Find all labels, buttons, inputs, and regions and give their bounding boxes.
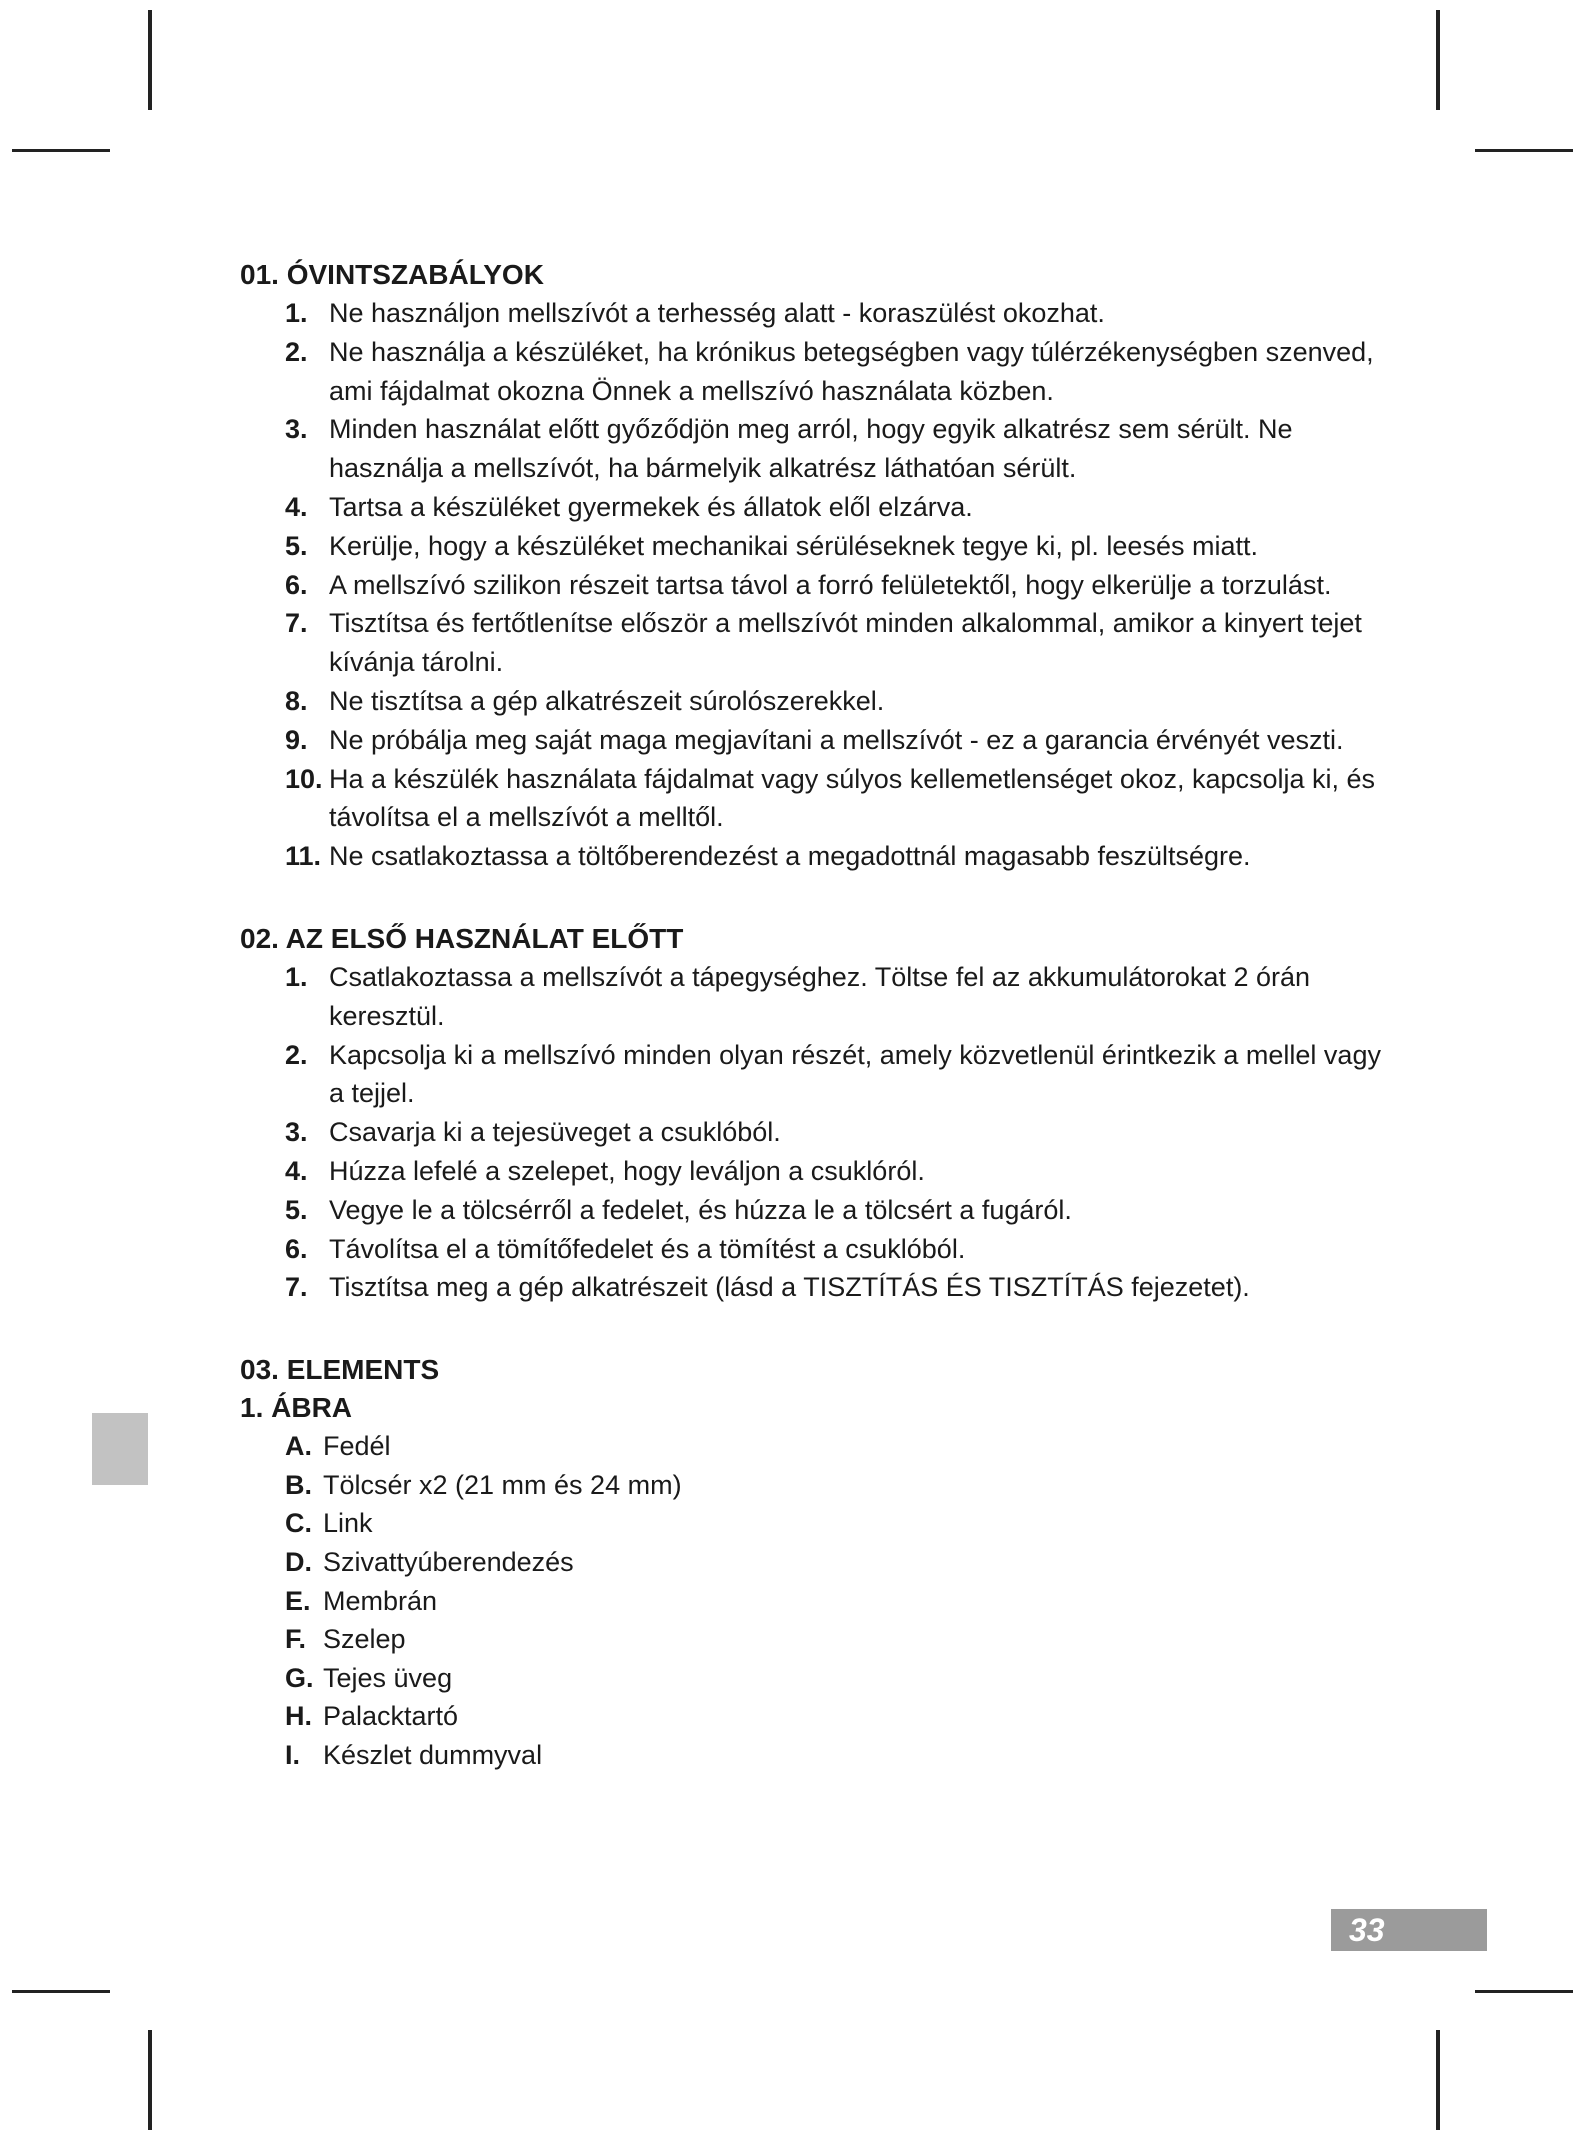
list-item: 5. Vegye le a tölcsérről a fedelet, és húzza le a tölcsért a fugáról. [285, 1194, 1072, 1225]
crop-mark-top-right-h [1475, 149, 1573, 152]
list-item: 7. Tisztítsa és fertőtlenítse először a mellszívót minden alkalommal, amikor a kinyert tejet kívánja tárolni. [285, 608, 1362, 678]
parts-list [240, 1427, 1400, 1774]
list-item: G. Tejes üveg [285, 1662, 453, 1693]
crop-mark-top-left-h [12, 149, 110, 152]
section-title-elements: 03. ELEMENTS [240, 1354, 440, 1386]
list-item: 3. Minden használat előtt győződjön meg arról, hogy egyik alkatrész sem sérült. Ne használja a mellszívót, ha bármelyik alkatrész láthatóan sérült. [285, 414, 1293, 484]
list-item: 8. Ne tisztítsa a gép alkatrészeit súrolószerekkel. [285, 685, 885, 716]
list-item: 10. Ha a készülék használata fájdalmat vagy súlyos kellemetlenséget okoz, kapcsolja ki, és távolítsa el a mellszívót a melltől. [285, 763, 1376, 833]
list-item: 3. Csavarja ki a tejesüveget a csuklóból. [285, 1117, 781, 1148]
list-item: A. Fedél [285, 1431, 391, 1462]
list-item: 4. Tartsa a készüléket gyermekek és állatok elől elzárva. [285, 491, 973, 522]
figure-title: 1. ÁBRA [240, 1392, 353, 1424]
side-thumb-tab [92, 1413, 148, 1485]
crop-mark-bottom-left-h [12, 1990, 110, 1993]
crop-mark-top-left [148, 10, 152, 110]
list-item: 1. Csatlakoztassa a mellszívót a tápegységhez. Töltse fel az akkumulátorokat 2 órán keresztül. [285, 961, 1311, 1031]
crop-mark-bottom-left [148, 2030, 152, 2130]
list-item: E. Membrán [285, 1585, 438, 1616]
list-item: 2. Ne használja a készüléket, ha krónikus betegségben vagy túlérzékenységben szenved, ami fájdalmat okozna Önnek a mellszívó használata közben. [285, 336, 1374, 406]
list-item: 6. Távolítsa el a tömítőfedelet és a tömítést a csuklóból. [285, 1233, 966, 1264]
list-item: C. Link [285, 1508, 373, 1539]
list-item: 4. Húzza lefelé a szelepet, hogy leváljon a csuklóról. [285, 1155, 925, 1186]
list-item: H. Palacktartó [285, 1701, 459, 1732]
list-item: 11. Ne csatlakoztassa a töltőberendezést a megadottnál magasabb feszültségre. [285, 841, 1251, 872]
precautions-list [240, 294, 1400, 876]
list-item: 6. A mellszívó szilikon részeit tartsa távol a forró felületektől, hogy elkerülje a torzulást. [285, 569, 1332, 600]
list-item: 7. Tisztítsa meg a gép alkatrészeit (lásd a TISZTÍTÁS ÉS TISZTÍTÁS fejezetet). [285, 1272, 1250, 1303]
page-number: 33 [1331, 1909, 1487, 1951]
crop-mark-bottom-right-h [1475, 1990, 1573, 1993]
list-item: 2. Kapcsolja ki a mellszívó minden olyan részét, amely közvetlenül érintkezik a mellel vagy a tejjel. [285, 1039, 1381, 1109]
list-item: D. Szivattyúberendezés [285, 1546, 574, 1577]
list-item: 5. Kerülje, hogy a készüléket mechanikai sérüléseknek tegye ki, pl. leesés miatt. [285, 530, 1258, 561]
crop-mark-bottom-right [1436, 2030, 1440, 2130]
list-item: B. Tölcsér x2 (21 mm és 24 mm) [285, 1469, 682, 1500]
list-item: I. Készlet dummyval [285, 1739, 543, 1770]
first-use-list [240, 958, 1400, 1307]
crop-mark-top-right [1436, 10, 1440, 110]
list-item: F. Szelep [285, 1624, 406, 1655]
list-item: 1. Ne használjon mellszívót a terhesség alatt - koraszülést okozhat. [285, 298, 1105, 328]
document-content [240, 256, 1400, 1774]
list-item: 9. Ne próbálja meg saját maga megjavítani a mellszívót - ez a garancia érvényét veszti. [285, 724, 1344, 755]
section-title-precautions: 01. ÓVINTSZABÁLYOK [240, 259, 544, 290]
section-title-before-first-use: 02. AZ ELSŐ HASZNÁLAT ELŐTT [240, 922, 684, 954]
